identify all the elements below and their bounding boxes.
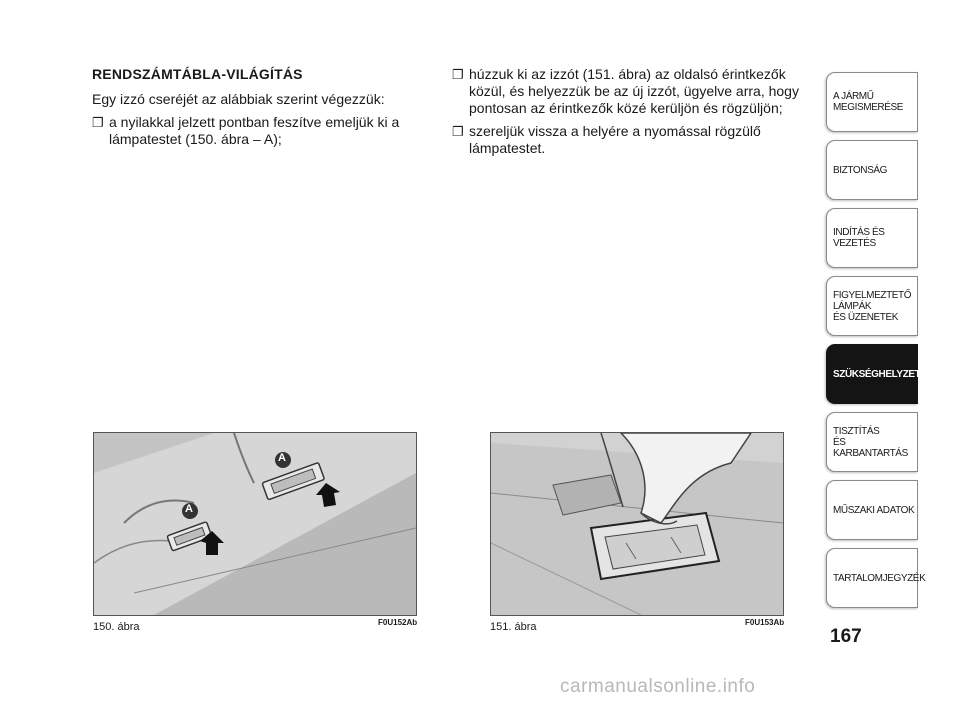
list-item: [92, 114, 412, 148]
list-item-text: a nyilakkal jelzett pontban feszítve emeljük ki a lámpatestet (150. ábra – A);: [109, 114, 400, 147]
figure-150-illustration: [93, 432, 417, 616]
left-column: [92, 66, 412, 154]
list-item-text: húzzuk ki az izzót (151. ábra) az oldalsó érintkezők közül, és helyezzük be az új izzót, ügyelve arra, hogy pontosan az érintkezők közé kerüljön és rögzüljön;: [469, 66, 799, 116]
list-item: [452, 123, 812, 157]
tab-vehicle-overview[interactable]: A JÁRMŰ MEGISMERÉSE: [826, 72, 918, 132]
bulb-removal-drawing: [491, 433, 783, 615]
intro-text: Egy izzó cseréjét az alábbiak szerint végezzük:: [92, 91, 385, 107]
tab-index[interactable]: TARTALOMJEGYZÉK: [826, 548, 918, 608]
figure-label-a: A: [185, 503, 193, 515]
figure-code: F0U152Ab: [378, 618, 418, 627]
tab-technical-data[interactable]: MŰSZAKI ADATOK: [826, 480, 918, 540]
figure-151-illustration: [490, 432, 784, 616]
page-number: 167: [830, 626, 862, 647]
bullet-box-icon: ❒: [452, 124, 464, 139]
license-lamp-housing-drawing: [94, 433, 416, 615]
tab-maintenance[interactable]: TISZTÍTÁS ÉS KARBANTARTÁS: [826, 412, 918, 472]
figure-code: F0U153Ab: [745, 618, 785, 627]
figure-caption: 151. ábra: [490, 621, 537, 633]
tab-warning-lights[interactable]: FIGYELMEZTETŐ LÁMPÁK ÉS ÜZENETEK: [826, 276, 918, 336]
figure-label-a: A: [278, 452, 286, 464]
tab-safety[interactable]: BIZTONSÁG: [826, 140, 918, 200]
section-heading: RENDSZÁMTÁBLA-VILÁGÍTÁS: [92, 66, 303, 82]
list-item-text: szereljük vissza a helyére a nyomással rögzülő lámpatestet.: [469, 123, 761, 156]
watermark: carmanualsonline.info: [560, 676, 756, 697]
tab-emergency[interactable]: SZÜKSÉGHELYZETBEN: [826, 344, 918, 404]
bullet-box-icon: ❒: [92, 115, 104, 130]
right-column: [452, 66, 812, 163]
list-item: [452, 66, 812, 117]
tab-starting-driving[interactable]: INDÍTÁS ÉS VEZETÉS: [826, 208, 918, 268]
bullet-box-icon: ❒: [452, 67, 464, 82]
figure-caption: 150. ábra: [93, 621, 140, 633]
